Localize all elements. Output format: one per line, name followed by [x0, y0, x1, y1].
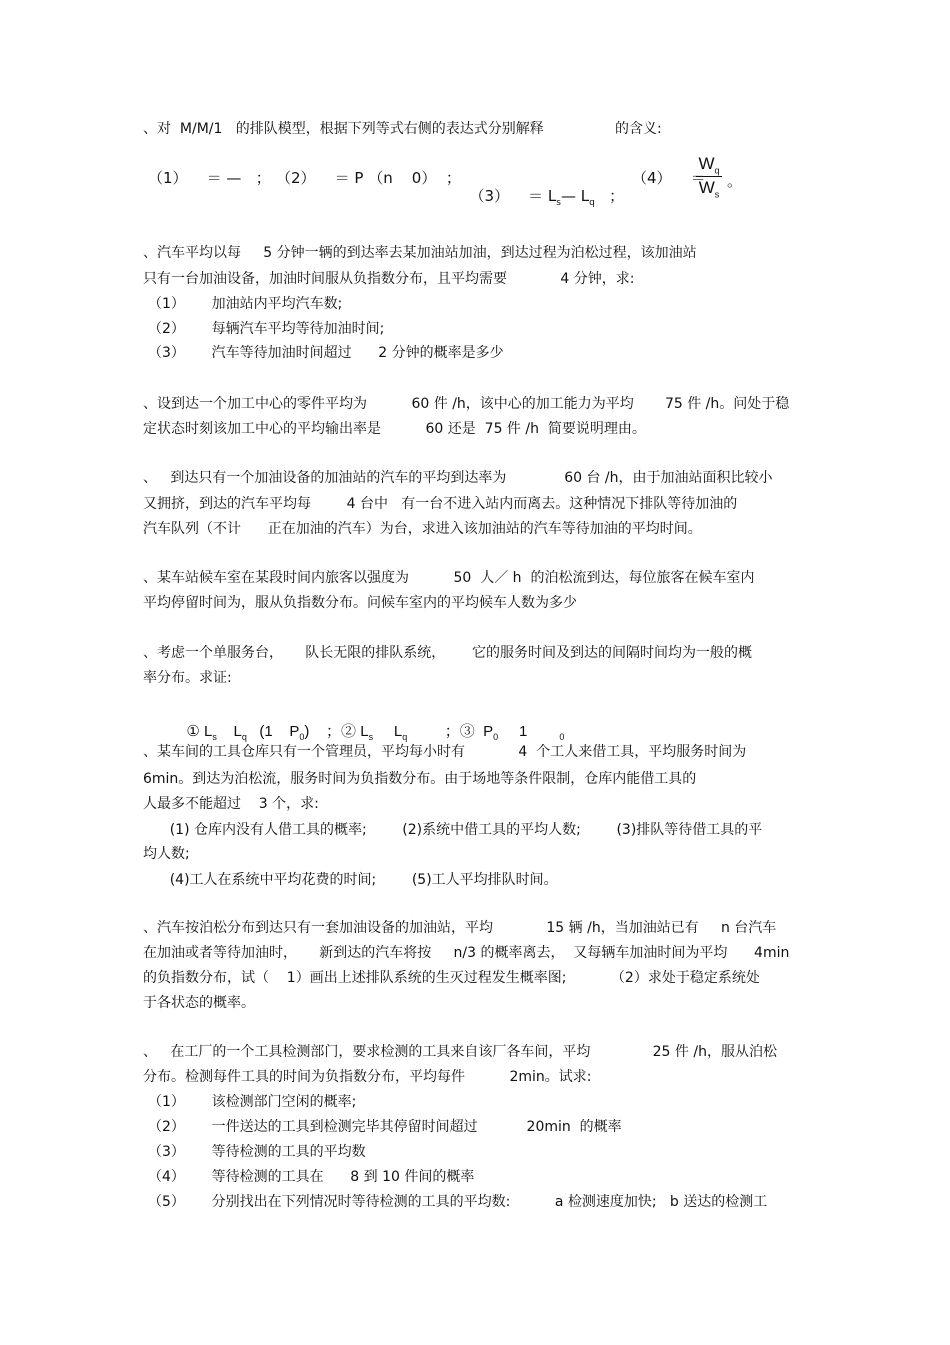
q6-f-sub: s: [368, 732, 374, 742]
q6-f-sub: 0: [299, 732, 305, 742]
q2-line-4: （2） 每辆汽车平均等待加油时间;: [148, 321, 385, 337]
q8-line-2: 在加油或者等待加油时， 新到达的汽车将按 n/3 的概率离去， 又每辆车加油时间为平均 4min: [143, 945, 790, 961]
q2-line-3: （1） 加油站内平均汽车数;: [148, 296, 343, 312]
frac-den-w: W: [698, 178, 715, 198]
q4-line-3: 汽车队列（不计 正在加油的汽车）为台，求进入该加油站的汽车等待加油的平均时间。: [143, 521, 702, 537]
q6-f-part: ) ；② L: [304, 723, 369, 740]
q1-item-3-sub-s: s: [556, 198, 561, 208]
q6-f-part: (1 P: [246, 723, 300, 740]
q2-line-1: 、汽车平均以每 5 分钟一辆的到达率去某加油站加油，到达过程为泊松过程，该加油站: [143, 245, 697, 261]
q8-line-3: 的负指数分布，试（ 1）画出上述排队系统的生灭过程发生概率图; （2）求处于稳定系统处: [143, 970, 760, 986]
q1-item-3-ls: （3） ＝ L: [469, 187, 557, 205]
q6-formula: [178, 705, 564, 746]
q9-line-3: （1） 该检测部门空闲的概率;: [148, 1094, 357, 1110]
q1-fraction: [696, 154, 722, 200]
q4-line-1: 、 到达只有一个加油设备的加油站的汽车的平均到达率为 60 台 /h，由于加油站面积比较小: [143, 470, 773, 486]
q1-intro: 、对 M/M/1 的排队模型，根据下列等式右侧的表达式分别解释 的含义:: [143, 121, 662, 137]
q2-line-5: （3） 汽车等待加油时间超过 2 分钟的概率是多少: [148, 345, 504, 361]
q7-line-5: 均人数;: [143, 846, 190, 862]
q6-f-sub: s: [212, 732, 217, 742]
q9-line-4: （2） 一件送达的工具到检测完毕其停留时间超过 20min 的概率: [148, 1119, 622, 1135]
frac-den-sub: s: [714, 189, 720, 200]
q7-line-6: (4)工人在系统中平均花费的时间; (5)工人平均排队时间。: [143, 872, 558, 888]
q7-line-1: 、某车间的工具仓库只有一个管理员，平均每小时有 4 个工人来借工具，平均服务时间为: [143, 744, 747, 760]
q1-item-4-label: （4） ＝: [632, 169, 706, 187]
q7-line-3: 人最多不能超过 3 个，求:: [143, 796, 319, 812]
q6-line-2: 率分布。求证:: [143, 670, 232, 686]
q3-line-2: 定状态时刻该加工中心的平均输出率是 60 还是 75 件 /h 简要说明理由。: [143, 421, 646, 437]
q6-f-part: L: [216, 723, 242, 740]
q6-f-part: ① L: [186, 723, 213, 740]
q6-f-sub: 0: [559, 732, 565, 742]
q8-line-1: 、汽车按泊松分布到达只有一套加油设备的加油站，平均 15 辆 /h，当加油站已有 n 台汽车: [143, 920, 777, 936]
q6-f-sub: q: [402, 732, 408, 742]
q6-f-part: L: [373, 723, 403, 740]
q4-line-2: 又拥挤，到达的汽车平均每 4 台中 有一台不进入站内而离去。这种情况下排队等待加油的: [143, 496, 738, 512]
q7-line-4: (1) 仓库内没有人借工具的概率; (2)系统中借工具的平均人数; (3)排队等待借工具的平: [143, 822, 763, 838]
q1-item-3: [460, 169, 624, 212]
frac-num-sub: q: [714, 165, 720, 176]
q9-line-7: （5） 分别找出在下列情况时等待检测的工具的平均数: a 检测速度加快; b 送达的检测工: [148, 1194, 768, 1210]
q3-line-1: 、设到达一个加工中心的零件平均为 60 件 /h，该中心的加工能力为平均 75 件 /h。问处于稳: [143, 396, 790, 412]
q1-item-3-sub-q: q: [589, 198, 595, 208]
q2-line-2: 只有一台加油设备，加油时间服从负指数分布，且平均需要 4 分钟，求:: [143, 271, 635, 287]
q1-item-2: （2） ＝ P （n 0） ；: [276, 169, 461, 187]
q6-f-part: 1: [498, 723, 528, 740]
q6-f-sub: q: [241, 732, 247, 742]
q7-line-2: 6min。到达为泊松流，服务时间为负指数分布。由于场地等条件限制，仓库内能借工具的: [143, 771, 697, 787]
q6-f-sub: 0: [493, 732, 499, 742]
q5-line-2: 平均停留时间为，服从负指数分布。问候车室内的平均候车人数为多少: [143, 595, 577, 611]
q9-line-1: 、 在工厂的一个工具检测部门，要求检测的工具来自该厂各车间，平均 25 件 /h，服从泊松: [143, 1044, 777, 1060]
q6-f-part: ；③ P: [407, 723, 494, 740]
q6-line-1: 、考虑一个单服务台， 队长无限的排队系统， 它的服务时间及到达的间隔时间均为一般的概: [143, 645, 752, 661]
q1-item-1: （1） ＝ — ；: [148, 169, 271, 187]
q9-line-5: （3） 等待检测的工具的平均数: [148, 1144, 366, 1160]
fraction-bar: [696, 176, 722, 177]
q8-line-4: 于各状态的概率。: [143, 995, 255, 1011]
q1-period: 。: [727, 172, 743, 190]
q1-item-3-sep: ；: [594, 187, 625, 205]
frac-num-w: W: [698, 154, 715, 173]
q1-item-3-lq: — L: [561, 187, 590, 205]
q9-line-6: （4） 等待检测的工具在 8 到 10 件间的概率: [148, 1169, 475, 1185]
q9-line-2: 分布。检测每件工具的时间为负指数分布，平均每件 2min。试求:: [143, 1069, 592, 1085]
q5-line-1: 、某车站候车室在某段时间内旅客以强度为 50 人／ h 的泊松流到达，每位旅客在候车室内: [143, 570, 755, 586]
